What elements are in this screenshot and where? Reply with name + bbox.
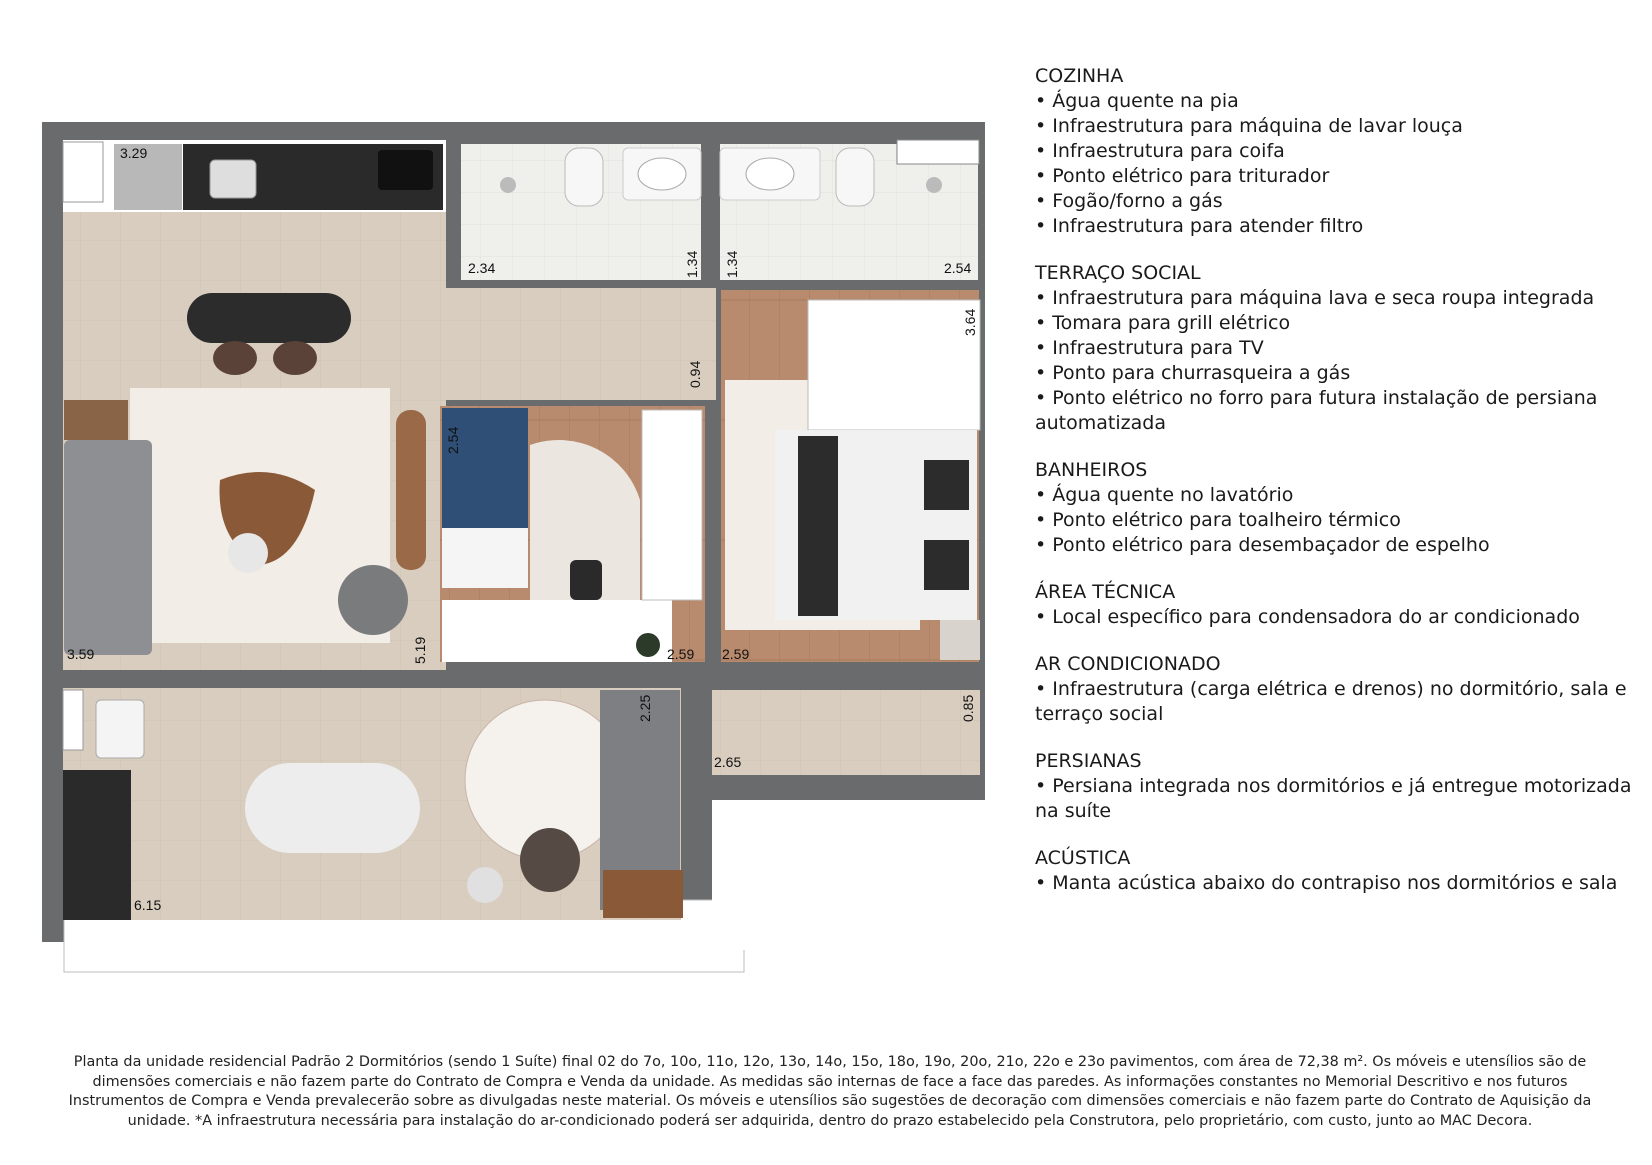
feature-item: • Água quente na pia bbox=[1035, 90, 1239, 112]
sofa bbox=[64, 440, 152, 655]
section-blinds bbox=[1035, 749, 1635, 824]
kitchen-island bbox=[187, 293, 351, 343]
dim-bath2-depth: 1.34 bbox=[724, 250, 740, 278]
technical-area bbox=[712, 690, 980, 775]
tv-unit bbox=[396, 410, 426, 570]
dim-tech-area-depth: 0.85 bbox=[960, 694, 976, 722]
wardrobe-1 bbox=[642, 410, 702, 600]
dim-hall-width: 0.94 bbox=[687, 360, 703, 388]
feature-item: • Água quente no lavatório bbox=[1035, 484, 1294, 506]
feature-item: • Persiana integrada nos dormitórios e já entregue motorizada na suíte bbox=[1035, 775, 1632, 822]
bathroom-2 bbox=[720, 140, 979, 280]
dim-closet-depth: 3.64 bbox=[962, 308, 978, 336]
dim-kitchen-width: 3.29 bbox=[120, 145, 148, 161]
section-acoustics bbox=[1035, 846, 1635, 896]
features-list bbox=[1035, 64, 1635, 918]
dim-bath2-width: 2.54 bbox=[944, 260, 972, 276]
social-terrace bbox=[63, 688, 683, 920]
feature-item: • Infraestrutura para coifa bbox=[1035, 140, 1285, 162]
suite bbox=[721, 290, 980, 662]
dim-bath1-width: 2.34 bbox=[468, 260, 496, 276]
legal-footnote: Planta da unidade residencial Padrão 2 Dormitórios (sendo 1 Suíte) final 02 do 7o, 10o, 11o, 12o, 13o, 14o, 15o, 18o, 19o, 20o, 21o, 22o e 23o pavimentos, com área de 72,38 m². Os móveis e utensílios são de dimensões comerciais e não fazem parte do Contrato de Compra e Venda da unidade. As medidas são internas de face a face das paredes. As informações constantes no Memorial Descritivo e nos futuros Instrumentos de Compra e Venda prevalecerão sobre as divulgadas neste material. Os móveis e utensílios são sugestões de decoração com dimensões comerciais e não fazem parte do Contrato de Aquisição da unidade. *A infraestrutura necessária para instalação do ar-condicionado poderá ser adquirida, dentro do prazo estabelecido pela Construtora, pelo proprietário, com custo, junto ao MAC Decora. bbox=[68, 1054, 1592, 1129]
dim-tech-area-width: 2.65 bbox=[714, 754, 742, 770]
section-title: ACÚSTICA bbox=[1035, 847, 1131, 869]
section-social-terrace bbox=[1035, 261, 1635, 436]
feature-item: • Manta acústica abaixo do contrapiso nos dormitórios e sala bbox=[1035, 872, 1618, 894]
feature-item: • Ponto para churrasqueira a gás bbox=[1035, 362, 1351, 384]
feature-item: • Fogão/forno a gás bbox=[1035, 190, 1223, 212]
desk bbox=[442, 600, 672, 662]
section-title: PERSIANAS bbox=[1035, 750, 1142, 772]
dim-terrace-depth: 2.25 bbox=[637, 694, 653, 722]
kitchen-sink bbox=[210, 160, 256, 198]
section-air-conditioning bbox=[1035, 652, 1635, 727]
feature-item: • Ponto elétrico para triturador bbox=[1035, 165, 1330, 187]
section-bathrooms bbox=[1035, 458, 1635, 558]
feature-item: • Infraestrutura para TV bbox=[1035, 337, 1264, 359]
feature-item: • Ponto elétrico para toalheiro térmico bbox=[1035, 509, 1401, 531]
section-title: COZINHA bbox=[1035, 65, 1124, 87]
section-title: BANHEIROS bbox=[1035, 459, 1148, 481]
dim-living-width: 3.59 bbox=[67, 646, 95, 662]
feature-item: • Infraestrutura para máquina de lavar louça bbox=[1035, 115, 1463, 137]
dim-suite-width: 2.59 bbox=[722, 646, 750, 662]
feature-item: • Ponto elétrico para desembaçador de espelho bbox=[1035, 534, 1490, 556]
dim-living-depth: 5.19 bbox=[412, 636, 428, 664]
dim-terrace-width: 6.15 bbox=[134, 897, 162, 913]
dim-bedroom1-depth: 2.54 bbox=[445, 426, 461, 454]
feature-item: • Local específico para condensadora do ar condicionado bbox=[1035, 606, 1580, 628]
cooktop bbox=[378, 150, 433, 190]
dining-table bbox=[245, 763, 420, 853]
feature-item: • Infraestrutura para atender filtro bbox=[1035, 215, 1364, 237]
feature-item: • Tomara para grill elétrico bbox=[1035, 312, 1291, 334]
feature-item: • Infraestrutura (carga elétrica e drenos) no dormitório, sala e terraço social bbox=[1035, 678, 1627, 725]
laundry-cabinet bbox=[63, 142, 103, 202]
feature-item: • Ponto elétrico no forro para futura instalação de persiana automatizada bbox=[1035, 387, 1598, 434]
bathroom-1 bbox=[461, 144, 701, 280]
dim-bedroom1-width: 2.59 bbox=[667, 646, 695, 662]
bedroom-1 bbox=[440, 406, 705, 662]
section-title: AR CONDICIONADO bbox=[1035, 653, 1221, 675]
section-title: TERRAÇO SOCIAL bbox=[1035, 262, 1201, 284]
section-kitchen bbox=[1035, 64, 1635, 239]
armchair bbox=[338, 565, 408, 635]
section-title: ÁREA TÉCNICA bbox=[1035, 581, 1176, 603]
dim-bath1-depth: 1.34 bbox=[684, 250, 700, 278]
feature-item: • Infraestrutura para máquina lava e seca roupa integrada bbox=[1035, 287, 1595, 309]
closet bbox=[808, 300, 980, 430]
section-technical-area bbox=[1035, 580, 1635, 630]
